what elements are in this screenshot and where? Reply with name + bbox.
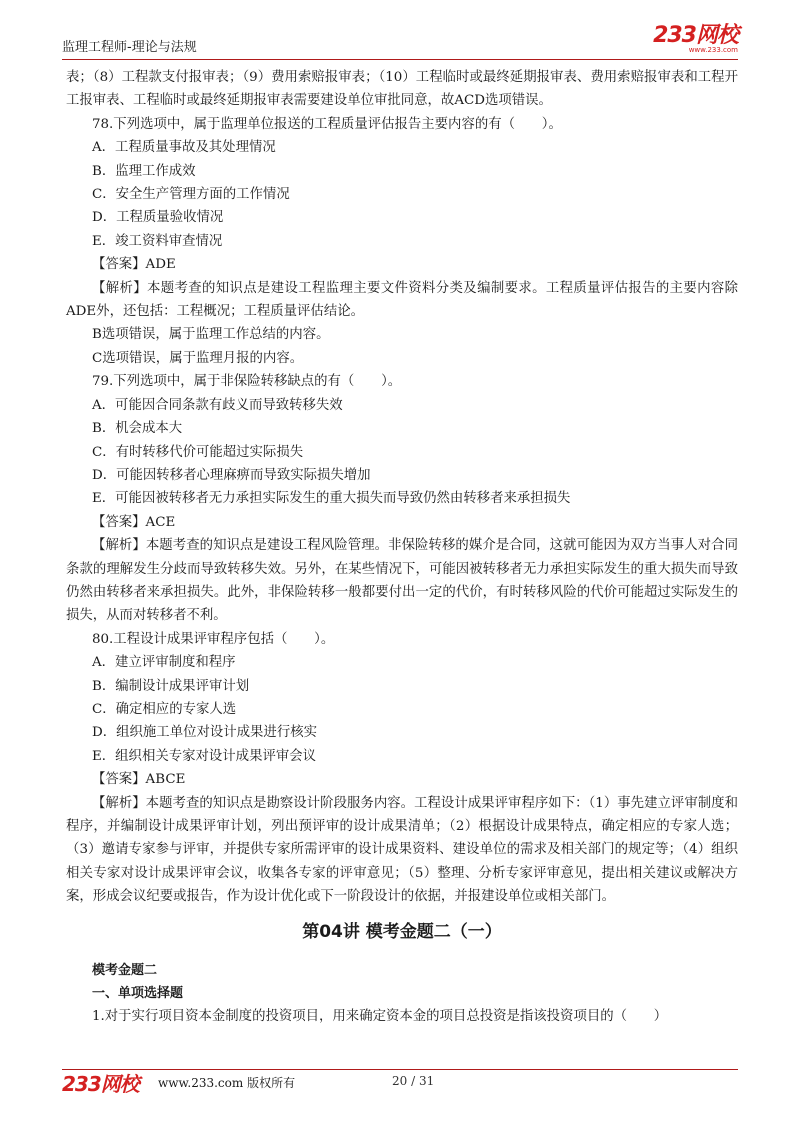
header-title: 监理工程师-理论与法规: [62, 40, 197, 55]
footer-copyright: www.233.com 版权所有: [158, 1076, 296, 1090]
answer-option: D．组织施工单位对设计成果进行核实: [92, 725, 317, 741]
paragraph: 79.下列选项中，属于非保险转移缺点的有（ ）。: [92, 374, 402, 390]
answer-option: D．工程质量验收情况: [92, 210, 224, 226]
answer-option: E．组织相关专家对设计成果评审会议: [92, 748, 317, 764]
answer-option: C．有时转移代价可能超过实际损失: [92, 444, 304, 460]
answer-option: A．建立评审制度和程序: [92, 655, 236, 671]
logo-subtext: www.233.com: [688, 46, 738, 54]
answer-option: C．安全生产管理方面的工作情况: [92, 187, 290, 203]
paragraph: 【答案】ACE: [92, 514, 176, 530]
question-text: 1.对于实行项目资本金制度的投资项目，用来确定资本金的项目总投资是指该投资项目的（ ）: [92, 1009, 668, 1025]
answer-option: B．编制设计成果评审计划: [92, 678, 250, 694]
brand-logo: [653, 24, 738, 54]
paragraph: 【解析】本题考查的知识点是建设工程风险管理。非保险转移的媒介是合同，这就可能因为双方当事人对合同条款的理解发生分歧而导致转移失效。另外，在某些情况下，可能因被转移者无力承担实际发生的重大损失而导致仍然由转移者来承担损失。此外，非保险转移一般都要付出一定的代价，有时转移风险的代价可能超过实际发生的损失，从而对转移者不利。: [66, 538, 738, 624]
answer-option: A．可能因合同条款有歧义而导致转移失效: [92, 397, 343, 413]
paragraph: 【答案】ABCE: [92, 772, 186, 788]
answer-option: D．可能因转移者心理麻痹而导致实际损失增加: [92, 467, 371, 483]
answer-option: B．监理工作成效: [92, 163, 196, 179]
answer-option: C．确定相应的专家人选: [92, 701, 237, 717]
section-title: 第04讲 模考金题二（一）: [302, 921, 502, 942]
sub-heading: 模考金题二: [92, 962, 158, 978]
header-divider: [62, 59, 738, 60]
paragraph: 【解析】本题考查的知识点是勘察设计阶段服务内容。工程设计成果评审程序如下：（1）事先建立评审制度和程序，并编制设计成果评审计划，列出预评审的设计成果清单；（2）根据设计成果特点，确定相应的专家人选；（3）邀请专家参与评审，并提供专家所需评审的设计成果资料、建设单位的需求及相关部门的规定等；（4）组织相关专家对设计成果评审会议，收集各专家的评审意见；（5）整理、分析专家评审意见，提出相关建议或解决方案，形成会议纪要或报告，作为设计优化或下一阶段设计的依据，并报建设单位或相关部门。: [66, 795, 738, 905]
page-header: [62, 22, 738, 56]
answer-option: E．竣工资料审查情况: [92, 233, 223, 249]
paragraph: 【解析】本题考查的知识点是建设工程监理主要文件资料分类及编制要求。工程质量评估报告的主要内容除ADE外，还包括：工程概况；工程质量评估结论。: [66, 280, 738, 320]
paragraph: B选项错误，属于监理工作总结的内容。: [92, 327, 330, 343]
paragraph: 表；（8）工程款支付报审表；（9）费用索赔报审表；（10）工程临时或最终延期报审表、费用索赔报审表和工程开工报审表、工程临时或最终延期报审表需要建设单位审批同意，故ACD选项错误。: [66, 70, 738, 109]
answer-option: A．工程质量事故及其处理情况: [92, 140, 276, 156]
document-body: [66, 66, 738, 1029]
answer-option: B．机会成本大: [92, 421, 183, 437]
logo-text: 233网校: [653, 23, 738, 48]
paragraph: C选项错误，属于监理月报的内容。: [92, 350, 304, 366]
footer-logo: 233网校: [62, 1072, 139, 1096]
paragraph: 【答案】ADE: [92, 257, 176, 273]
page-number: 20 / 31: [392, 1074, 435, 1088]
paragraph: 78.下列选项中，属于监理单位报送的工程质量评估报告主要内容的有（ ）。: [92, 116, 562, 132]
question-list: [66, 66, 738, 909]
paragraph: 80.工程设计成果评审程序包括（ ）。: [92, 631, 335, 647]
page-footer: [62, 1070, 738, 1094]
answer-option: E．可能因被转移者无力承担实际发生的重大损失而导致仍然由转移者来承担损失: [92, 491, 571, 507]
sub-heading-type: 一、单项选择题: [92, 986, 184, 1002]
